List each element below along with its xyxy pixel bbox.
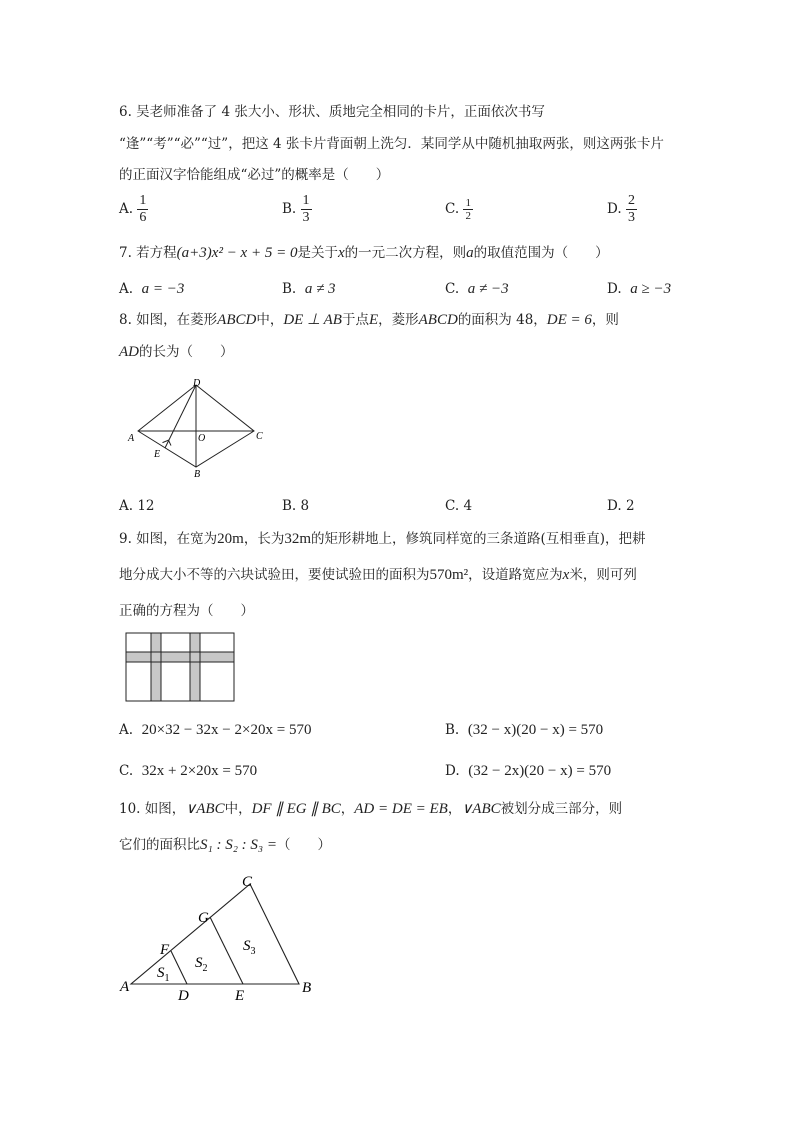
q8-option-a[interactable]: A. 12 (119, 498, 155, 514)
label-s3: $S_3$ (243, 938, 256, 957)
q10-line2: 它们的面积比S₁ : S₂ : S₃ =（ ） (119, 837, 332, 853)
label-s2: $S_2$ (195, 955, 208, 974)
label-f: F (160, 942, 170, 958)
label-g: G (198, 910, 209, 926)
q6-line2: “逢”“考”“必”“过”，把这 4 张卡片背面朝上洗匀．某同学从中随机抽取两张，则这两张卡片 (119, 136, 664, 152)
q9-line1: 9. 如图，在宽为20m，长为32m的矩形耕地上，修筑同样宽的三条道路(互相垂直)，把耕 (119, 531, 646, 547)
label-d: D (178, 988, 189, 1004)
fraction: $\frac{1}{3}$ (302, 193, 310, 225)
q7-equation: (a+3)x² − x + 5 = 0 (176, 245, 298, 261)
road-vertical-2 (190, 633, 200, 701)
label-a: A (128, 433, 135, 444)
label-e: E (154, 449, 161, 460)
q7-option-d[interactable]: D. a ≥ −3 (607, 281, 672, 297)
q9-option-b[interactable]: B. (32 − x)(20 − x) = 570 (445, 722, 604, 738)
q6-option-c[interactable]: C. $\frac{1}{2}$ (445, 197, 471, 222)
q9-option-d[interactable]: D. (32 − 2x)(20 − x) = 570 (445, 763, 612, 779)
q6-option-b[interactable]: B. $\frac{1}{3}$ (282, 193, 310, 225)
label-b: B (194, 469, 201, 480)
q10-line1: 10. 如图，∨ABC中，DF ∥ EG ∥ BC，AD = DE = EB，∨ABC被划分成三部分，则 (119, 801, 623, 817)
q9-line3: 正确的方程为（ ） (119, 603, 254, 619)
label-c: C (256, 431, 263, 442)
rhombus-figure (120, 372, 280, 484)
q6-line3: 的正面汉字恰能组成“必过”的概率是（ ） (119, 167, 390, 183)
road-horizontal (126, 652, 234, 662)
label-e: E (235, 988, 245, 1004)
label-c: C (242, 874, 253, 890)
q6-line1: 6. 吴老师准备了 4 张大小、形状、质地完全相同的卡片，正面依次书写 (119, 104, 545, 120)
q8-option-d[interactable]: D. 2 (607, 498, 635, 514)
q8-line1: 8. 如图，在菱形ABCD中，DE ⊥ AB于点E，菱形ABCD的面积为 48，DE = 6，则 (119, 312, 619, 328)
q9-option-c[interactable]: C. 32x + 2×20x = 570 (119, 763, 258, 779)
fraction: $\frac{1}{2}$ (465, 197, 471, 222)
q8-option-b[interactable]: B. 8 (282, 498, 310, 514)
q7-option-b[interactable]: B. a ≠ 3 (282, 281, 336, 297)
fraction: $\frac{2}{3}$ (627, 193, 635, 225)
q9-option-a[interactable]: A. 20×32 − 32x − 2×20x = 570 (119, 722, 312, 738)
triangle-figure (115, 870, 325, 1005)
q7-option-a[interactable]: A. a = −3 (119, 281, 185, 297)
label-o: O (198, 433, 206, 444)
label-s1: $S_1$ (157, 965, 170, 984)
fraction: $\frac{1}{6}$ (139, 193, 147, 225)
road-vertical-1 (151, 633, 161, 701)
label-a: A (120, 979, 130, 995)
q8-option-c[interactable]: C. 4 (445, 498, 473, 514)
field-figure (125, 632, 237, 704)
q7-line1: 7. 若方程(a+3)x² − x + 5 = 0是关于x的一元二次方程，则a的取值范围为（ ） (119, 245, 609, 261)
q9-line2: 地分成大小不等的六块试验田，要使试验田的面积为570m²，设道路宽应为x米，则可列 (119, 567, 637, 583)
label-d: D (193, 378, 201, 389)
label-b: B (302, 980, 312, 996)
q6-option-a[interactable]: A. $\frac{1}{6}$ (119, 193, 147, 225)
q6-option-d[interactable]: D. $\frac{2}{3}$ (607, 193, 635, 225)
q7-option-c[interactable]: C. a ≠ −3 (445, 281, 509, 297)
q8-line2: AD的长为（ ） (119, 344, 234, 360)
